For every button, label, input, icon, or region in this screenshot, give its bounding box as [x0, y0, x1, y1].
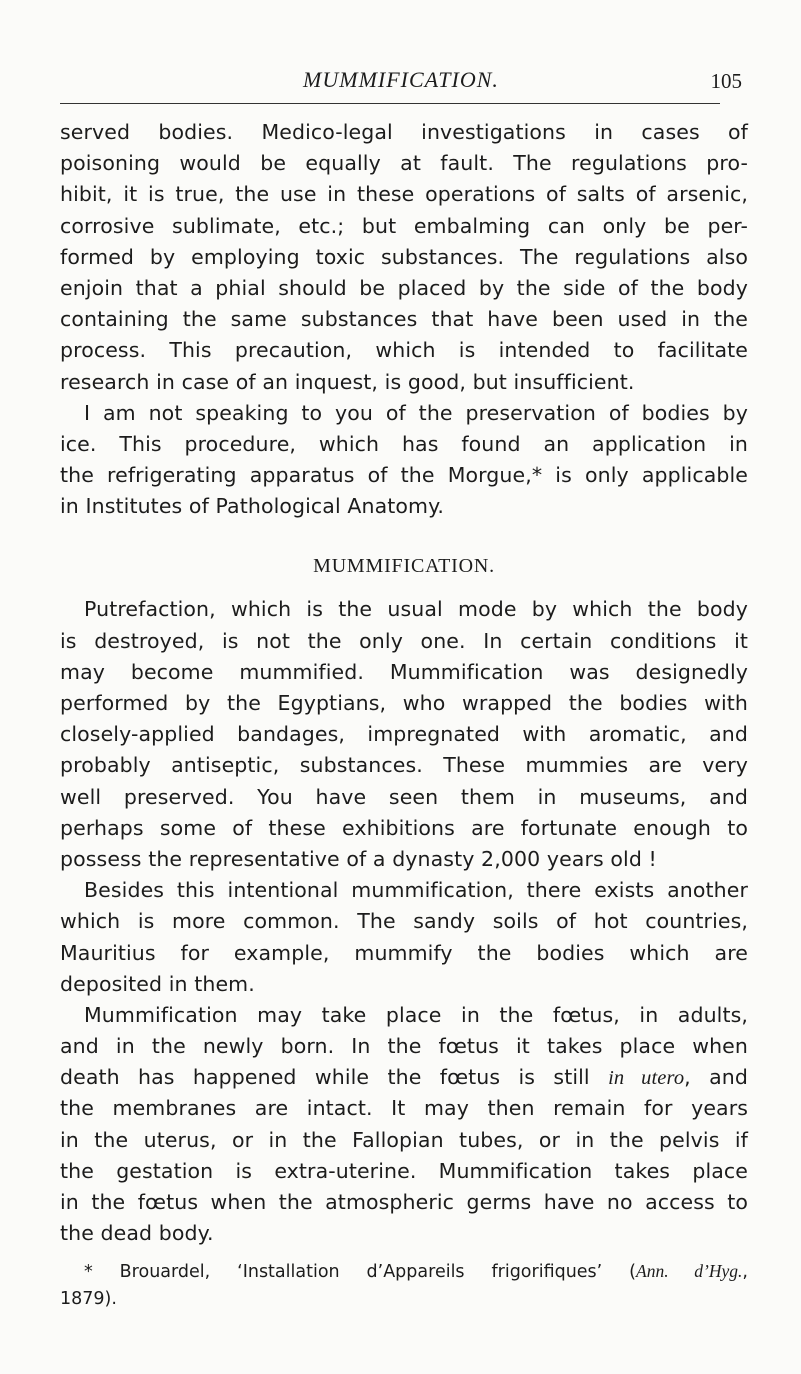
text-line: performed by the Egyptians, who wrapped the bodies with: [60, 691, 748, 715]
text-line: in Institutes of Pathological Anatomy.: [60, 494, 445, 519]
text-line: probably antiseptic, substances. These mummies are very: [60, 753, 748, 778]
text-line: in the uterus, or in the Fallopian tubes, or in the pelvis if: [60, 1127, 748, 1152]
page-number: 105: [710, 69, 742, 93]
text-line: closely-applied bandages, impregnated with aromatic, and: [60, 722, 748, 747]
body-text: [60, 117, 748, 1313]
page-header: [60, 67, 742, 101]
footnote-line: [60, 1257, 748, 1285]
text-line: which is more common. The sandy soils of hot countries,: [60, 909, 748, 934]
text-line: possess the representative of a dynasty 2,000 years old !: [60, 846, 657, 871]
text-line: hibit, it is true, the use in these operations of salts of arsenic,: [60, 182, 748, 207]
text-line: perhaps some of these exhibitions are fortunate enough to: [60, 815, 748, 840]
text-line: may become mummified. Mummification was designedly: [60, 659, 748, 684]
footnote-line: 1879).: [60, 1289, 117, 1310]
text-line: enjoin that a phial should be placed by the side of the body: [60, 275, 748, 300]
text-line: formed by employing toxic substances. The regulations also: [60, 244, 748, 269]
text-line: poisoning would be equally at fault. The regulations pro-: [60, 151, 748, 176]
footnote: [60, 1257, 748, 1313]
paragraph-3: [60, 594, 748, 875]
text-line: and in the newly born. In the fœtus it takes place when: [60, 1034, 748, 1059]
text-span: , and: [684, 1065, 748, 1090]
text-line: process. This precaution, which is intended to facilitate: [60, 338, 748, 363]
text-line: Besides this intentional mummification, there exists another: [84, 878, 748, 903]
text-line: the gestation is extra-uterine. Mummification takes place: [60, 1158, 748, 1183]
text-line: Mauritius for example, mummify the bodies which are: [60, 940, 748, 965]
text-line: I am not speaking to you of the preservation of bodies by: [84, 400, 748, 425]
paragraph-5: [60, 1000, 748, 1250]
text-line: containing the same substances that have been used in the: [60, 307, 748, 332]
paragraph-1: [60, 117, 748, 398]
running-title: MUMMIFICATION.: [303, 67, 499, 92]
text-line: research in case of an inquest, is good, but insufficient.: [60, 369, 635, 394]
text-line: in the fœtus when the atmospheric germs have no access to: [60, 1190, 748, 1214]
text-line: Mummification may take place in the fœtus, in adults,: [84, 1002, 748, 1027]
paragraph-2: [60, 398, 748, 523]
text-line: the refrigerating apparatus of the Morgue,* is only applicable: [60, 463, 748, 488]
paragraph-4: [60, 875, 748, 1000]
text-line: Putrefaction, which is the usual mode by which the body: [84, 597, 748, 622]
text-line: [60, 1062, 748, 1093]
text-line: ice. This procedure, which has found an application in: [60, 431, 748, 456]
italic-citation: Ann. d’Hyg.: [636, 1261, 743, 1282]
section-heading: MUMMIFICATION.: [313, 555, 495, 578]
text-line: served bodies. Medico-legal investigations in cases of: [60, 120, 748, 144]
text-span: * Brouardel, ‘Installation d’Appareils frigorifiques’ (: [84, 1262, 636, 1283]
text-span: ,: [742, 1262, 748, 1283]
text-line: the dead body.: [60, 1221, 214, 1246]
text-line: the membranes are intact. It may then remain for years: [60, 1096, 748, 1121]
text-line: is destroyed, is not the only one. In certain conditions it: [60, 628, 748, 653]
text-line: corrosive sublimate, etc.; but embalming can only be per-: [60, 213, 748, 238]
text-line: well preserved. You have seen them in museums, and: [60, 784, 748, 809]
text-span: death has happened while the fœtus is still: [60, 1065, 609, 1090]
text-line: deposited in them.: [60, 971, 255, 996]
header-rule: [60, 103, 720, 104]
italic-phrase: in utero: [608, 1067, 685, 1090]
